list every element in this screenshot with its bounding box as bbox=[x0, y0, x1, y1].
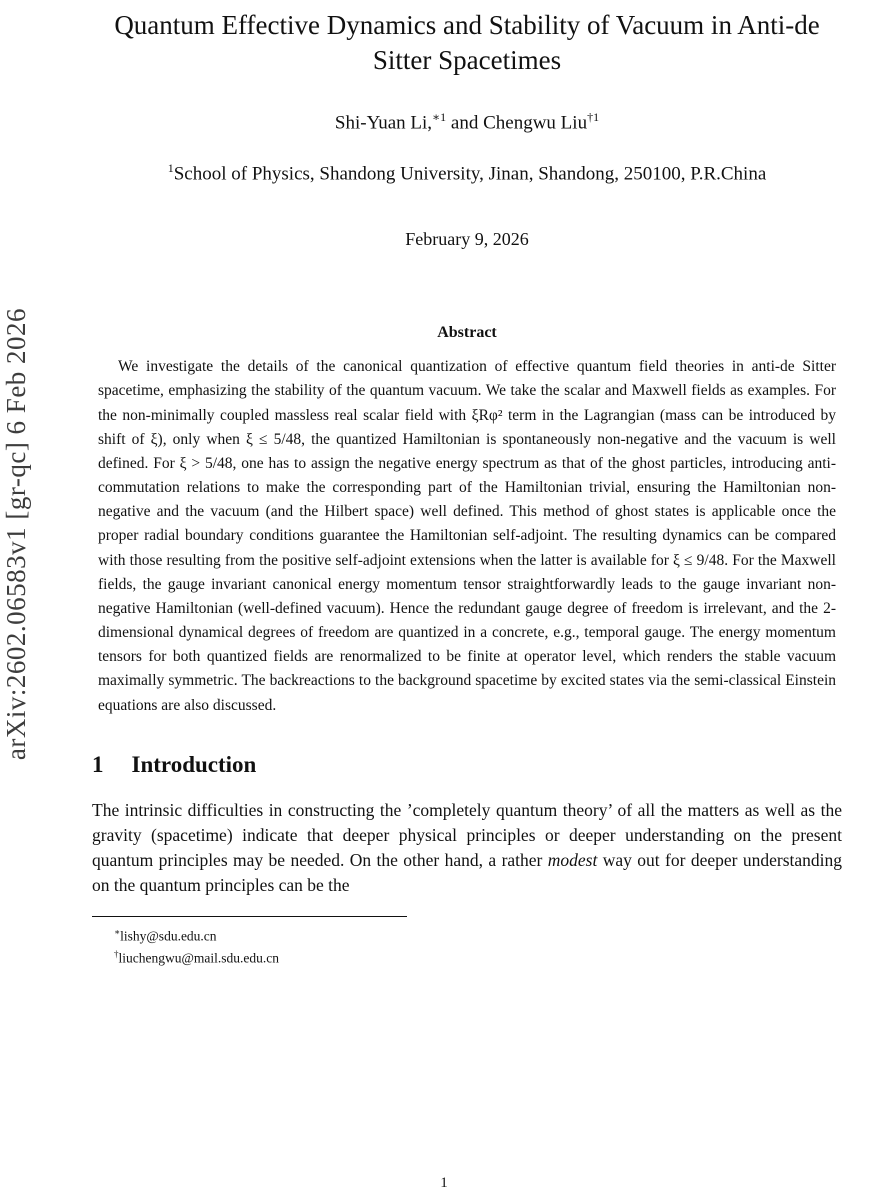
page-number: 1 bbox=[440, 1175, 448, 1191]
arxiv-sidebar-label: arXiv:2602.06583v1 [gr-qc] 6 Feb 2026 bbox=[1, 307, 31, 761]
author-name-2: and Chengwu Liu bbox=[446, 112, 588, 134]
author-name-1: Shi-Yuan Li, bbox=[334, 112, 433, 134]
section-number: 1 bbox=[92, 751, 104, 777]
introduction-paragraph bbox=[92, 798, 842, 899]
affiliation-marker: 1 bbox=[167, 160, 174, 175]
footnote-2-marker: † bbox=[114, 949, 119, 960]
affiliation-line bbox=[92, 159, 842, 190]
footnote-1-marker: ∗ bbox=[114, 927, 121, 938]
footnote-email-1 bbox=[114, 925, 842, 947]
footnote-email-2 bbox=[114, 947, 842, 969]
abstract-heading: Abstract bbox=[437, 324, 497, 342]
intro-text-italic: modest bbox=[547, 850, 598, 871]
abstract-body: We investigate the details of the canonical quantization of effective quantum field theories in anti-de Sitter spacetime, emphasizing the stability of the quantum vacuum. We take the scalar and Maxwell fields as examples. For the non-minimally coupled massless real scalar field with ξRφ² term in the Lagrangian (mass can be introduced by shift of ξ), only when ξ ≤ 5/48, the quantized Hamiltonian is spontaneously non-negative and the vacuum is well defined. For ξ > 5/48, one has to assign the negative energy spectrum as that of the ghost particles, introducing anti-commutation relations to make the corresponding part of the Hamiltonian trivial, ensuring the Hamiltonian non-negative and the vacuum (and the Hilbert space) well defined. This method of ghost states is applicable once the proper radial boundary conditions guarantee the Hamiltonian self-adjoint. The resulting dynamics can be compared with those resulting from the positive self-adjoint extensions when the latter is available for ξ ≤ 9/48. For the Maxwell fields, the gauge invariant canonical energy momentum tensor straightforwardly leads to the gauge invariant non-negative Hamiltonian (well-defined vacuum). Hence the redundant gauge degree of freedom is irrelevant, and the 2-dimensional dynamical degrees of freedom are quantized in a concrete, e.g., temporal gauge. The energy momentum tensors for both quantized fields are renormalized to be finite at operator level, which renders the stable vacuum maximally symmetric. The backreactions to the background spacetime by excited states via the semi-classical Einstein equations are also discussed. bbox=[98, 358, 836, 714]
footnote-rule bbox=[92, 916, 407, 917]
footnote-1-text: lishy@sdu.edu.cn bbox=[120, 928, 217, 944]
author-line bbox=[92, 110, 842, 134]
paper-content bbox=[92, 8, 842, 969]
affiliation-text: School of Physics, Shandong University, Jinan, Shandong, 250100, P.R.China bbox=[173, 162, 767, 184]
intro-text-part2: way out for deeper understanding on the quantum principles can be the bbox=[92, 850, 842, 896]
footnote-2-text: liuchengwu@mail.sdu.edu.cn bbox=[118, 950, 280, 966]
section-heading-introduction bbox=[92, 752, 842, 778]
footnotes-block bbox=[92, 925, 842, 969]
author-1-footnote-marker: ∗1 bbox=[432, 110, 447, 125]
paper-title: Quantum Effective Dynamics and Stability of Vacuum in Anti-de Sitter Spacetimes bbox=[114, 10, 820, 76]
paper-date: February 9, 2026 bbox=[405, 229, 529, 250]
section-title: Introduction bbox=[131, 751, 257, 777]
intro-text-part1: The intrinsic difficulties in constructing the ’completely quantum theory’ of all the matters as well as the gravity (spacetime) indicate that deeper physical principles or deeper understanding on the present quantum principles may be needed. On the other hand, a rather bbox=[92, 799, 842, 871]
author-2-footnote-marker: †1 bbox=[587, 110, 600, 125]
